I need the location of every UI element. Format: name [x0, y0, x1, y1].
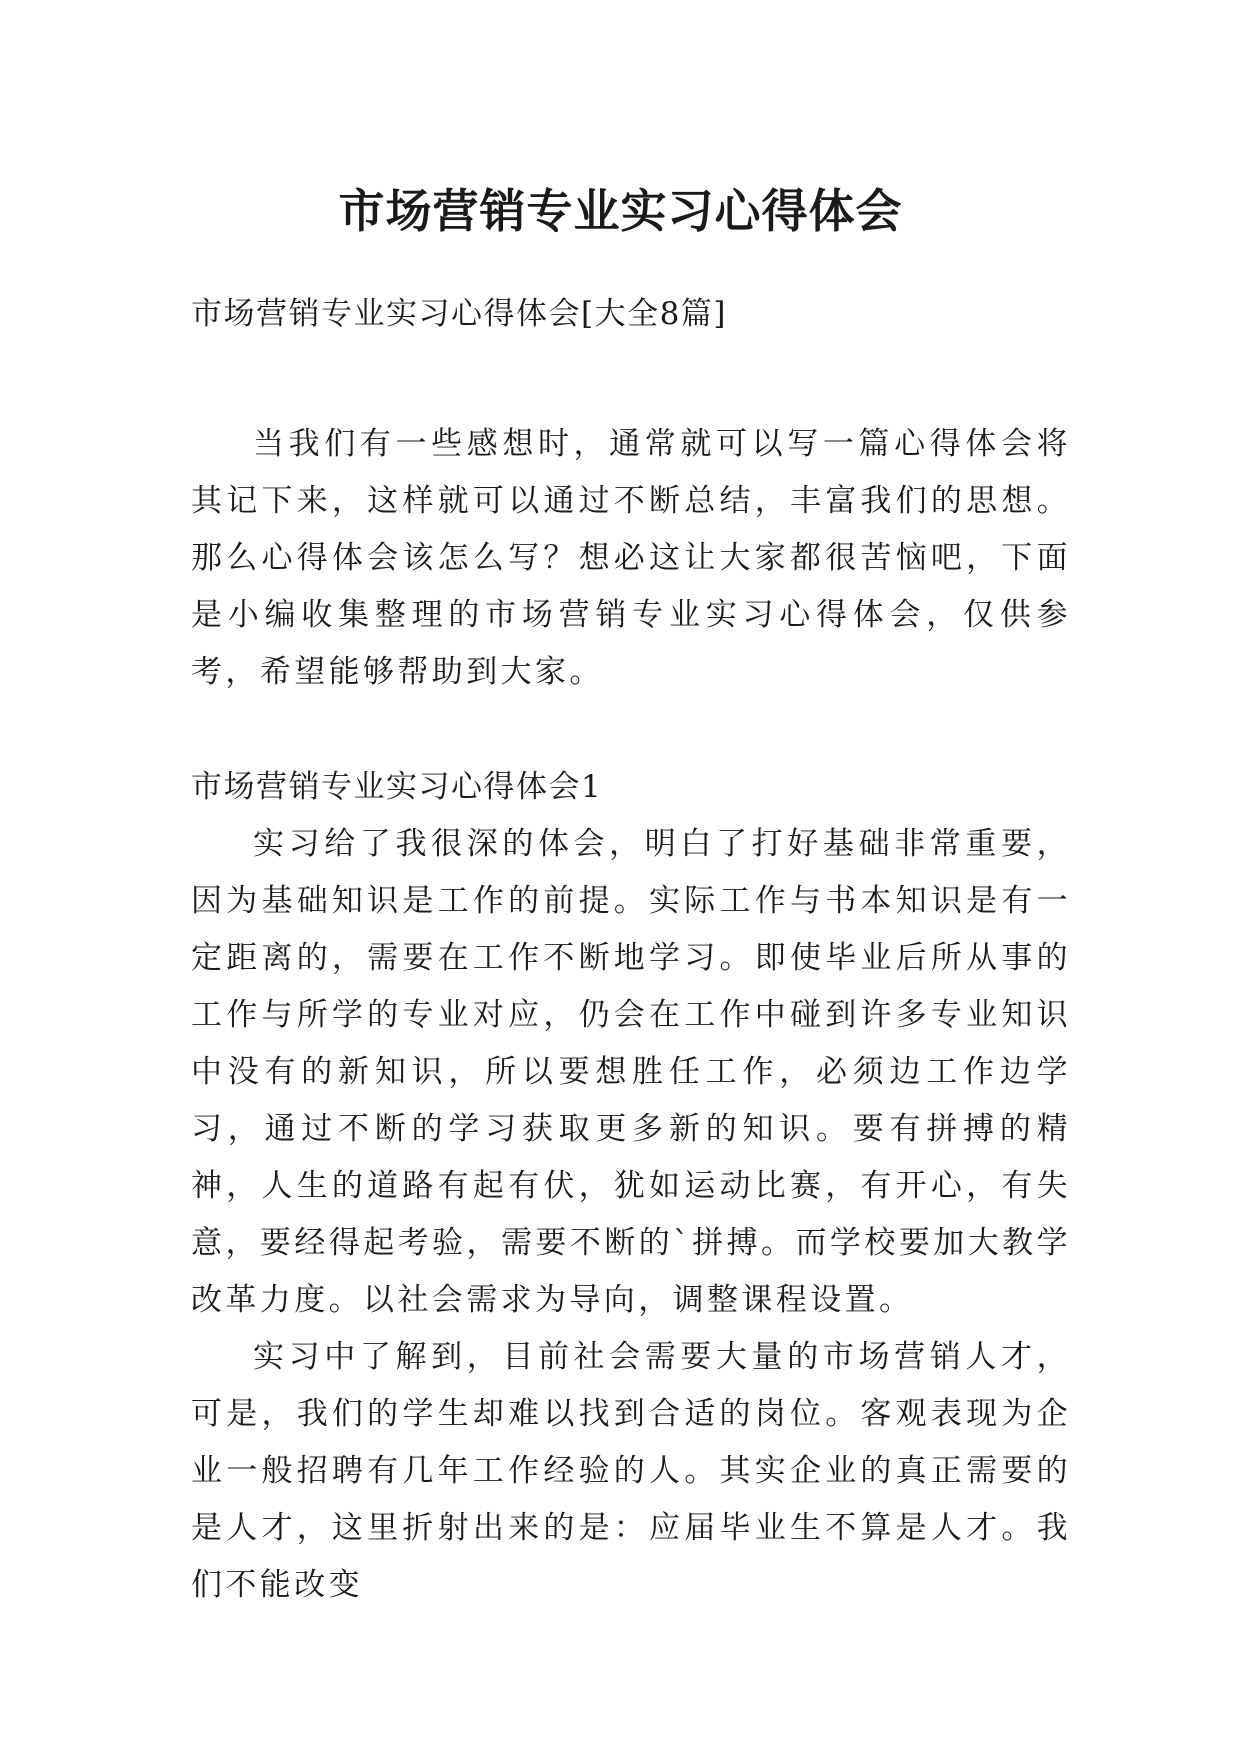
document-title: 市场营销专业实习心得体会	[338, 183, 903, 238]
section-heading: 市场营销专业实习心得体会1	[191, 769, 603, 805]
document-subtitle: 市场营销专业实习心得体会[大全8篇]	[191, 296, 727, 332]
body-paragraph-1: 实习给了我很深的体会，明白了打好基础非常重要，因为基础知识是工作的前提。实际工作与书本知识是有一定距离的，需要在工作不断地学习。即使毕业后所从事的工作与所学的专业对应，仍会在工作中碰到许多专业知识中没有的新知识，所以要想胜任工作，必须边工作边学习，通过不断的学习获取更多新的知识。要有拼搏的精神，人生的道路有起有伏，犹如运动比赛，有开心，有失意，要经得起考验，需要不断的`拼搏。而学校要加大教学改革力度。以社会需求为导向，调整课程设置。	[191, 826, 1071, 1318]
intro-paragraph: 当我们有一些感想时，通常就可以写一篇心得体会将其记下来，这样就可以通过不断总结，丰富我们的思想。那么心得体会该怎么写？想必这让大家都很苦恼吧，下面是小编收集整理的市场营销专业实习心得体会，仅供参考，希望能够帮助到大家。	[191, 426, 1071, 690]
document-body	[191, 286, 1071, 1614]
body-paragraph-2: 实习中了解到，目前社会需要大量的市场营销人才，可是，我们的学生却难以找到合适的岗位。客观表现为企业一般招聘有几年工作经验的人。其实企业的真正需要的是人才，这里折射出来的是：应届毕业生不算是人才。我们不能改变	[191, 1339, 1071, 1603]
